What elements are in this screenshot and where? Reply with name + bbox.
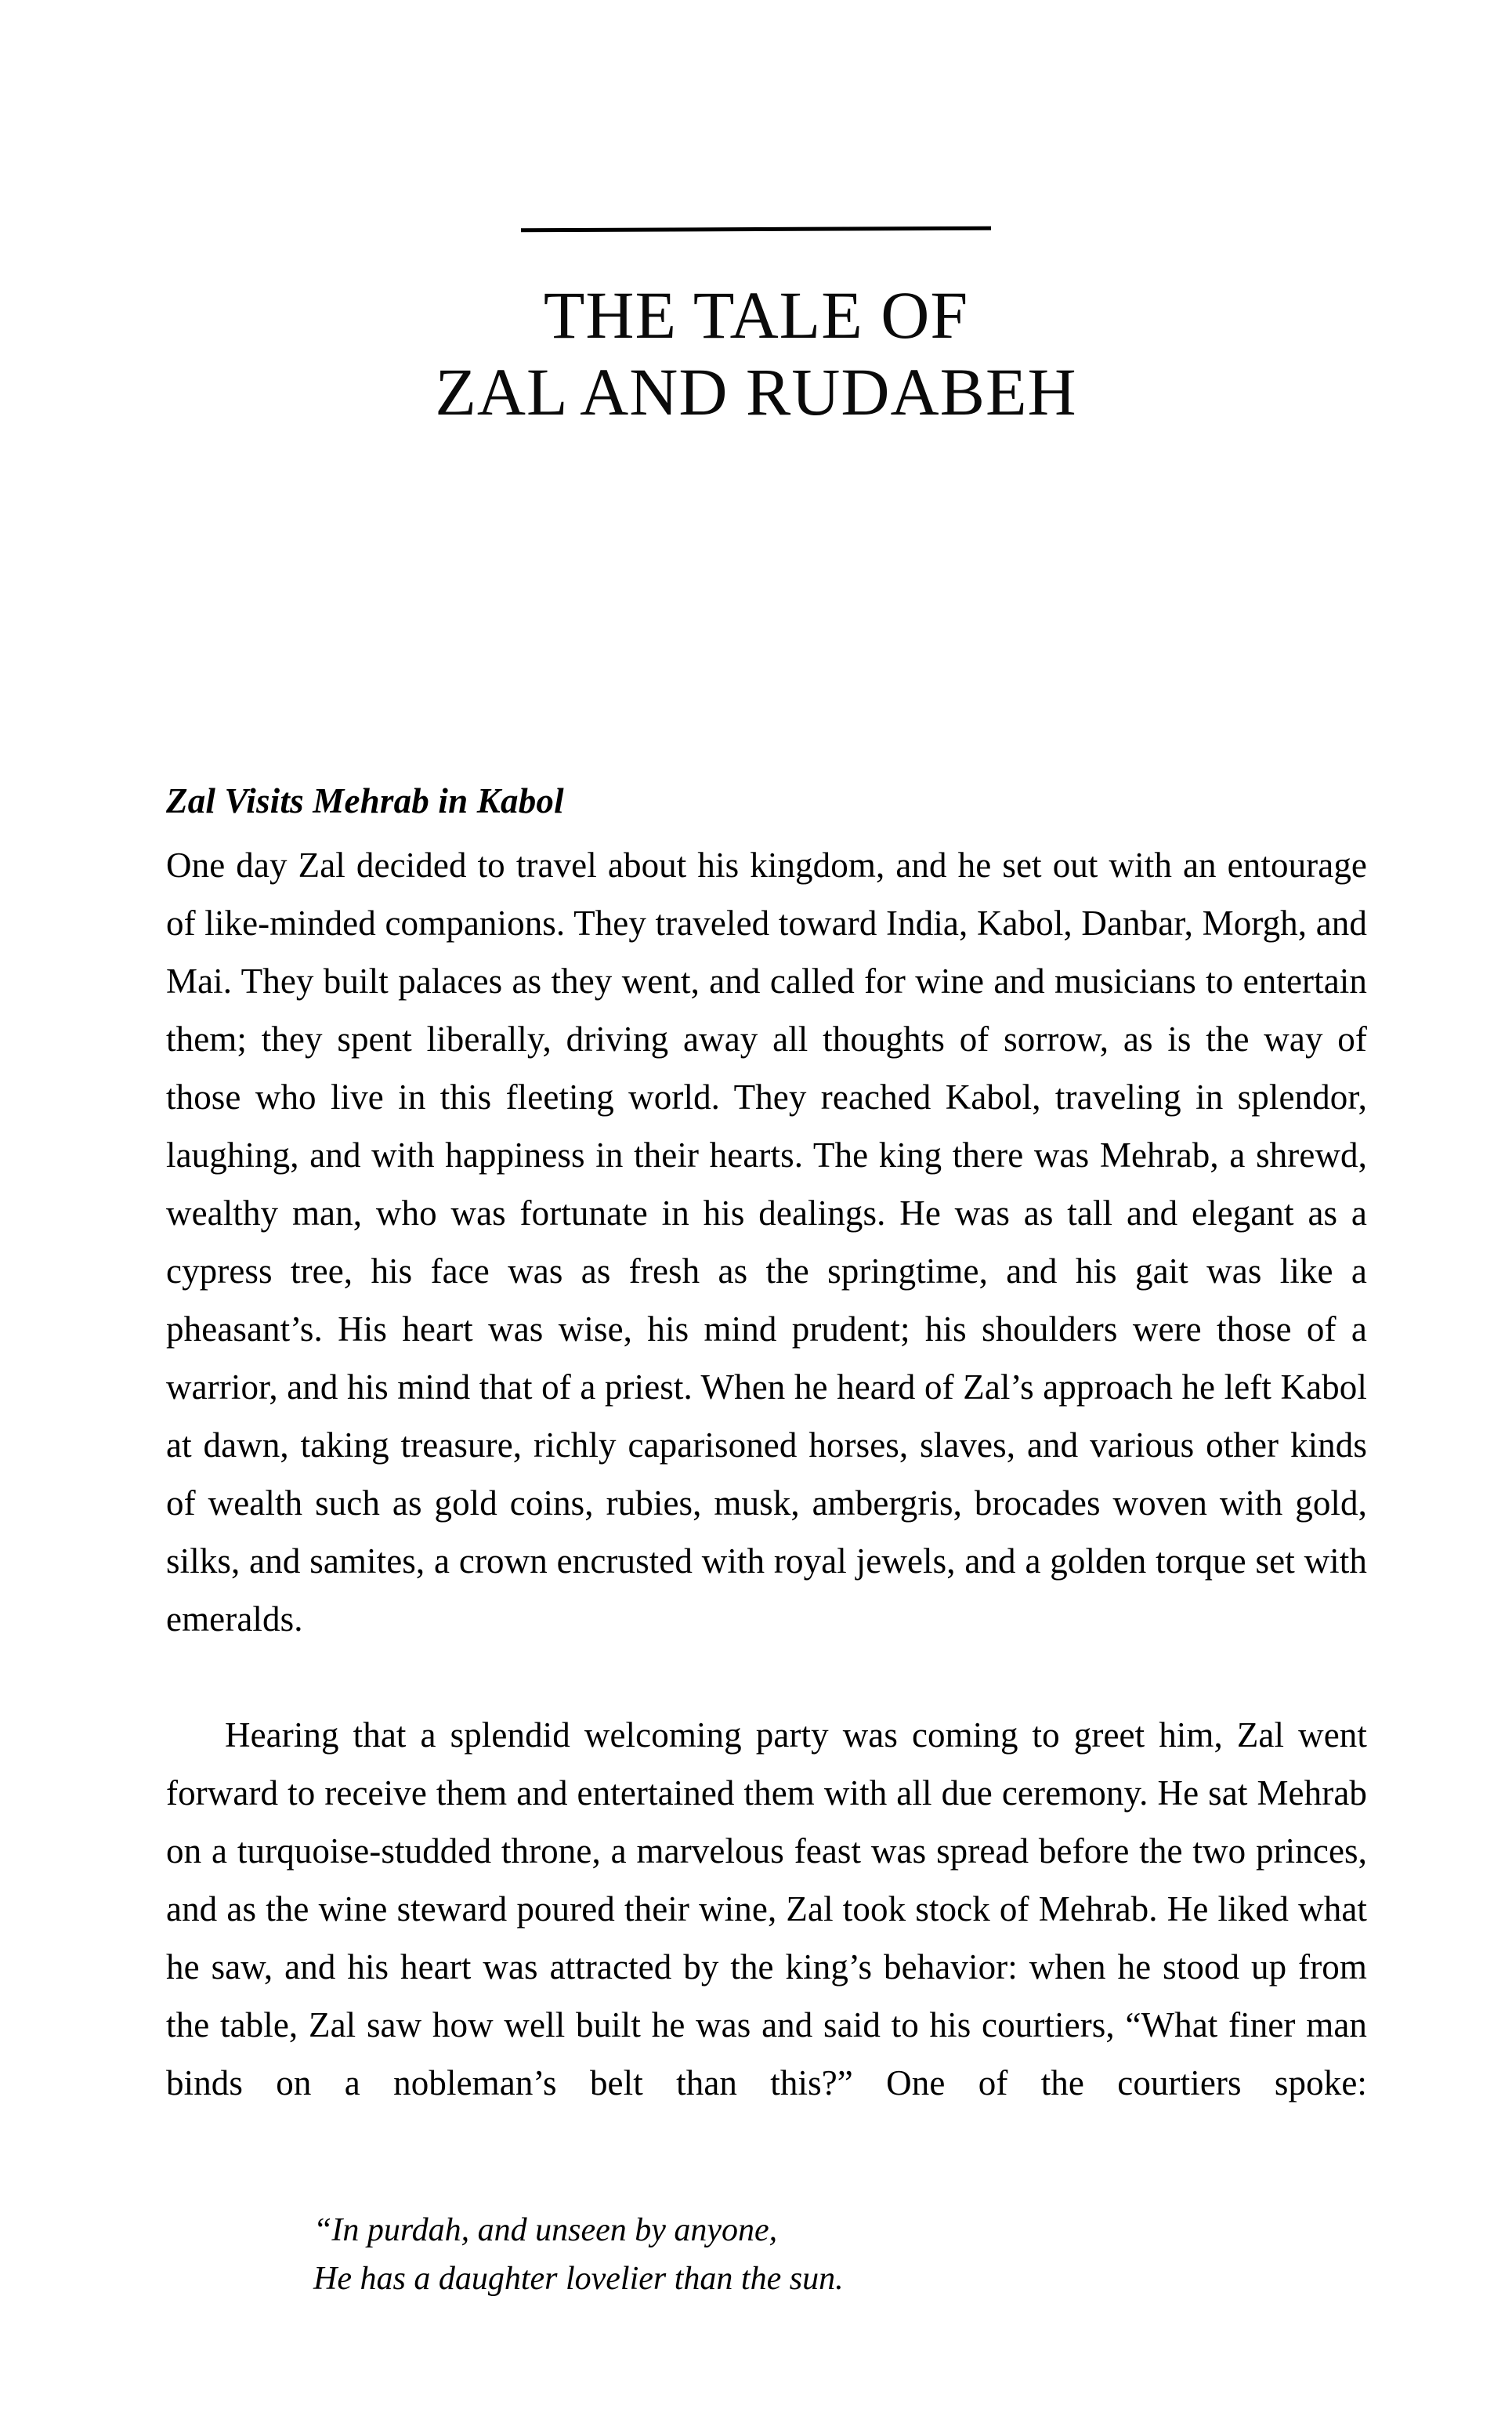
chapter-title [0,277,1512,430]
verse-line-1: “In purdah, and unseen by anyone, [313,2212,778,2248]
chapter-opener [0,227,1512,475]
paragraph-1: One day Zal decided to travel about his kingdom, and he set out with an entourage of like-minded companions. They traveled toward India, Kabol, Danbar, Morgh, and Mai. They built palaces as they went, and called for wine and musicians to entertain them; they spent liberally, driving away all thoughts of sorrow, as is the way of those who live in this fleeting world. They reached Kabol, traveling in splendor, laughing, and with happiness in their hearts. The king there was Mehrab, a shrewd, wealthy man, who was fortunate in his dealings. He was as tall and elegant as a cypress tree, his face was as fresh as the springtime, and his gait was like a pheasant’s. His heart was wise, his mind prudent; his shoulders were those of a warrior, and his mind that of a priest. When he heard of Zal’s approach he left Kabol at dawn, taking treasure, richly caparisoned horses, slaves, and various other kinds of wealth such as gold coins, rubies, musk, ambergris, brocades woven with gold, silks, and samites, a crown encrusted with royal jewels, and a golden torque set with emeralds. [166,846,1367,1639]
verse-line-2: He has a daughter lovelier than the sun. [313,2261,844,2297]
chapter-title-line-2: ZAL AND RUDABEH [435,353,1077,429]
chapter-title-line-1: THE TALE OF [543,277,969,353]
chapter-rule-divider [521,226,991,233]
paragraph-2: Hearing that a splendid welcoming party was coming to greet him, Zal went forward to receive them and entertained them with all due ceremony. He sat Mehrab on a turquoise-studded throne, a marvelous feast was spread before the two princes, and as the wine steward poured their wine, Zal took stock of Mehrab. He liked what he saw, and his heart was attracted by the king’s behavior: when he stood up from the table, Zal saw how well built he was and said to his courtiers, “What finer man binds on a nobleman’s belt than this?” One of the courtiers spoke: [166,1715,1367,2102]
verse-quote [166,2206,1367,2303]
body-text-block [166,781,1367,2303]
section-heading: Zal Visits Mehrab in Kabol [166,781,564,820]
